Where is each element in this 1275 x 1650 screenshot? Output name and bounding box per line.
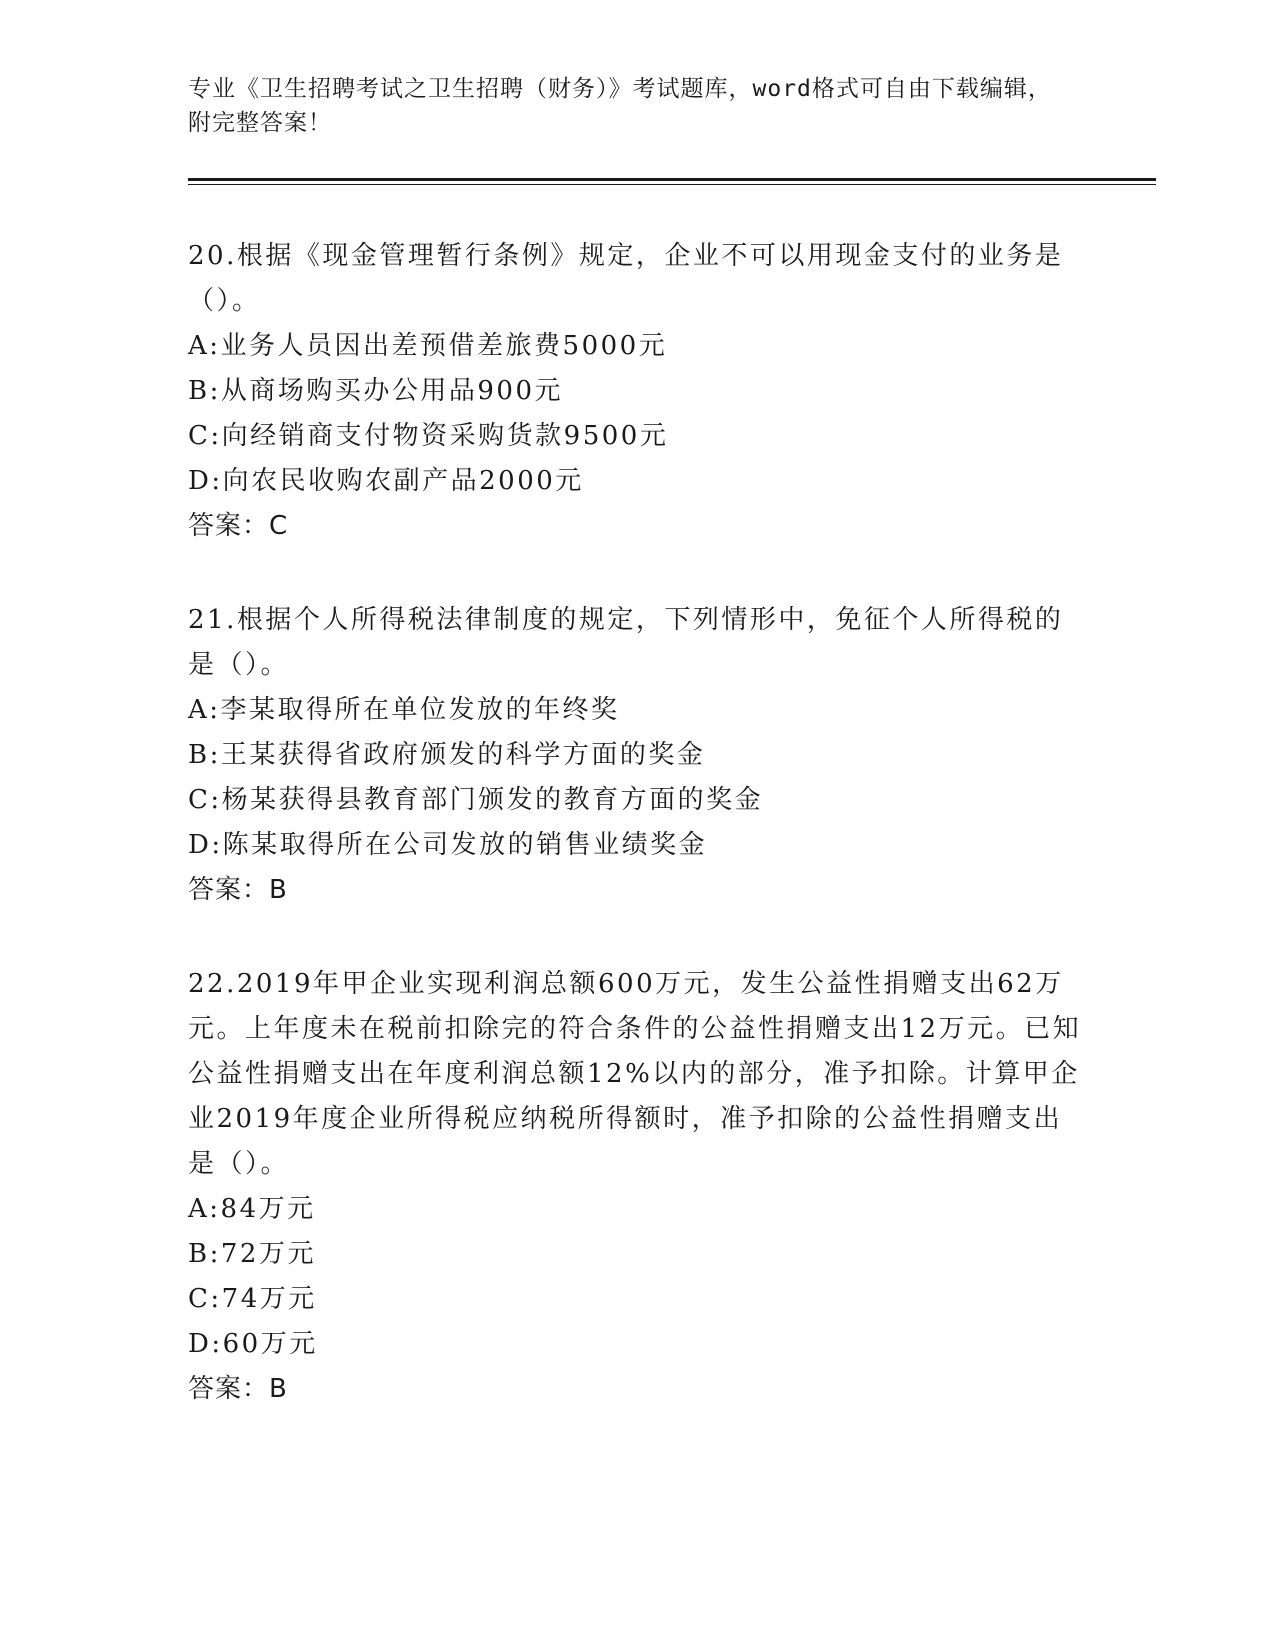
question-22: [188, 962, 1088, 1412]
option-b: B:王某获得省政府颁发的科学方面的奖金: [188, 740, 706, 770]
option-d: D:陈某取得所在公司发放的销售业绩奖金: [188, 830, 708, 860]
option-d: D:向农民收购农副产品2000元: [188, 466, 584, 496]
header-divider-thick: [188, 178, 1156, 181]
document-header: 专业《卫生招聘考试之卫生招聘（财务）》考试题库，word格式可自由下载编辑，附完整答案！: [188, 76, 1052, 136]
option-c: C:74万元: [188, 1284, 317, 1314]
question-stem: 21.根据个人所得税法律制度的规定，下列情形中，免征个人所得税的是（）。: [188, 605, 1064, 680]
option-d: D:60万元: [188, 1329, 318, 1359]
option-b: B:72万元: [188, 1239, 316, 1269]
option-a: A:84万元: [188, 1194, 316, 1224]
question-stem: 22.2019年甲企业实现利润总额600万元，发生公益性捐赠支出62万元。上年度未在税前扣除完的符合条件的公益性捐赠支出12万元。已知公益性捐赠支出在年度利润总额12%以内的部分，准予扣除。计算甲企业2019年度企业所得税应纳税所得额时，准予扣除的公益性捐赠支出是（）。: [188, 969, 1082, 1179]
answer: 答案：B: [188, 875, 288, 905]
answer: 答案：B: [188, 1374, 288, 1404]
question-stem: 20.根据《现金管理暂行条例》规定，企业不可以用现金支付的业务是（）。: [188, 241, 1064, 316]
option-b: B:从商场购买办公用品900元: [188, 376, 563, 406]
option-a: A:李某取得所在单位发放的年终奖: [188, 695, 620, 725]
answer: 答案：C: [188, 511, 289, 541]
option-a: A:业务人员因出差预借差旅费5000元: [188, 331, 668, 361]
option-c: C:杨某获得县教育部门颁发的教育方面的奖金: [188, 785, 764, 815]
question-20: [188, 234, 1088, 549]
question-21: [188, 598, 1088, 913]
header-divider-thin: [188, 184, 1156, 185]
option-c: C:向经销商支付物资采购货款9500元: [188, 421, 669, 451]
